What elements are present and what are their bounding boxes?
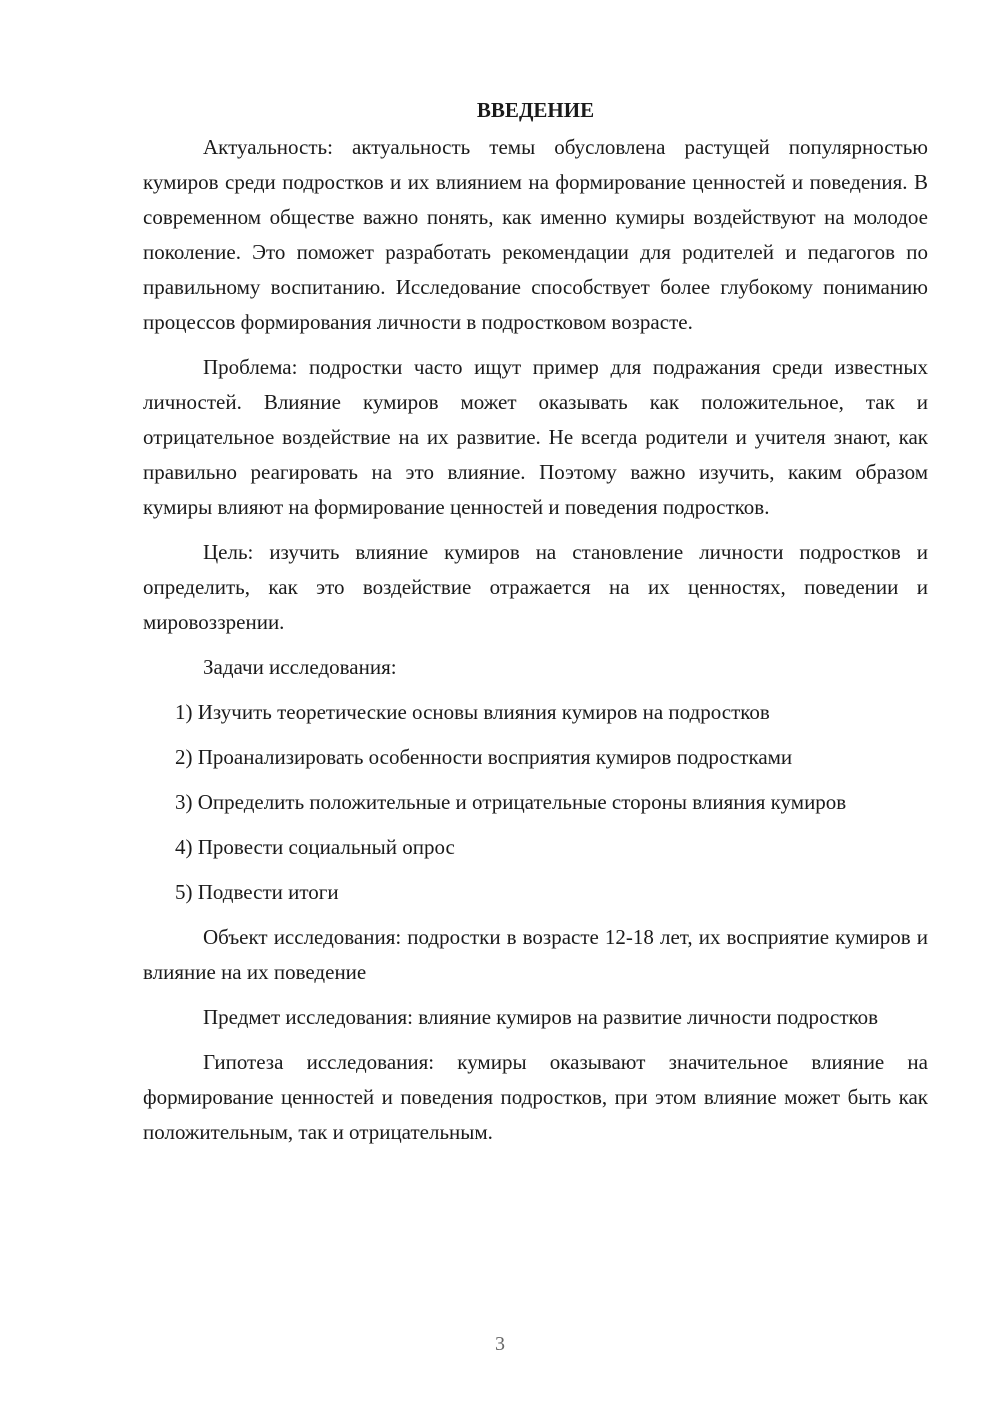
- document-page: [143, 95, 928, 1160]
- page-number: 3: [495, 1333, 505, 1355]
- task-item-5: 5) Подвести итоги: [175, 880, 339, 904]
- hypothesis-paragraph: Гипотеза исследования: кумиры оказывают значительное влияние на формирование ценностей и поведения подростков, при этом влияние может быть как положительным, так и отрицательным.: [143, 1050, 928, 1144]
- task-item-1: 1) Изучить теоретические основы влияния кумиров на подростков: [175, 700, 770, 724]
- problem-paragraph: Проблема: подростки часто ищут пример для подражания среди известных личностей. Влияние кумиров может оказывать как положительное, так и отрицательное воздействие на их развитие. Не всегда родители и учителя знают, как правильно реагировать на это влияние. Поэтому важно изучить, каким образом кумиры влияют на формирование ценностей и поведения подростков.: [143, 355, 928, 519]
- goal-paragraph: Цель: изучить влияние кумиров на становление личности подростков и определить, как это воздействие отражается на их ценностях, поведении и мировоззрении.: [143, 540, 928, 634]
- object-paragraph: Объект исследования: подростки в возрасте 12-18 лет, их восприятие кумиров и влияние на их поведение: [143, 925, 928, 984]
- relevance-paragraph: Актуальность: актуальность темы обусловлена растущей популярностью кумиров среди подростков и их влиянием на формирование ценностей и поведения. В современном обществе важно понять, как именно кумиры воздействуют на молодое поколение. Это поможет разработать рекомендации для родителей и педагогов по правильному воспитанию. Исследование способствует более глубокому пониманию процессов формирования личности в подростковом возрасте.: [143, 135, 928, 334]
- tasks-heading: Задачи исследования:: [203, 655, 397, 679]
- subject-paragraph: Предмет исследования: влияние кумиров на развитие личности подростков: [203, 1005, 879, 1029]
- task-item-3: 3) Определить положительные и отрицательные стороны влияния кумиров: [175, 790, 847, 814]
- task-item-2: 2) Проанализировать особенности восприятия кумиров подростками: [175, 745, 793, 769]
- page-title: ВВЕДЕНИЕ: [476, 98, 595, 122]
- task-item-4: 4) Провести социальный опрос: [175, 835, 455, 859]
